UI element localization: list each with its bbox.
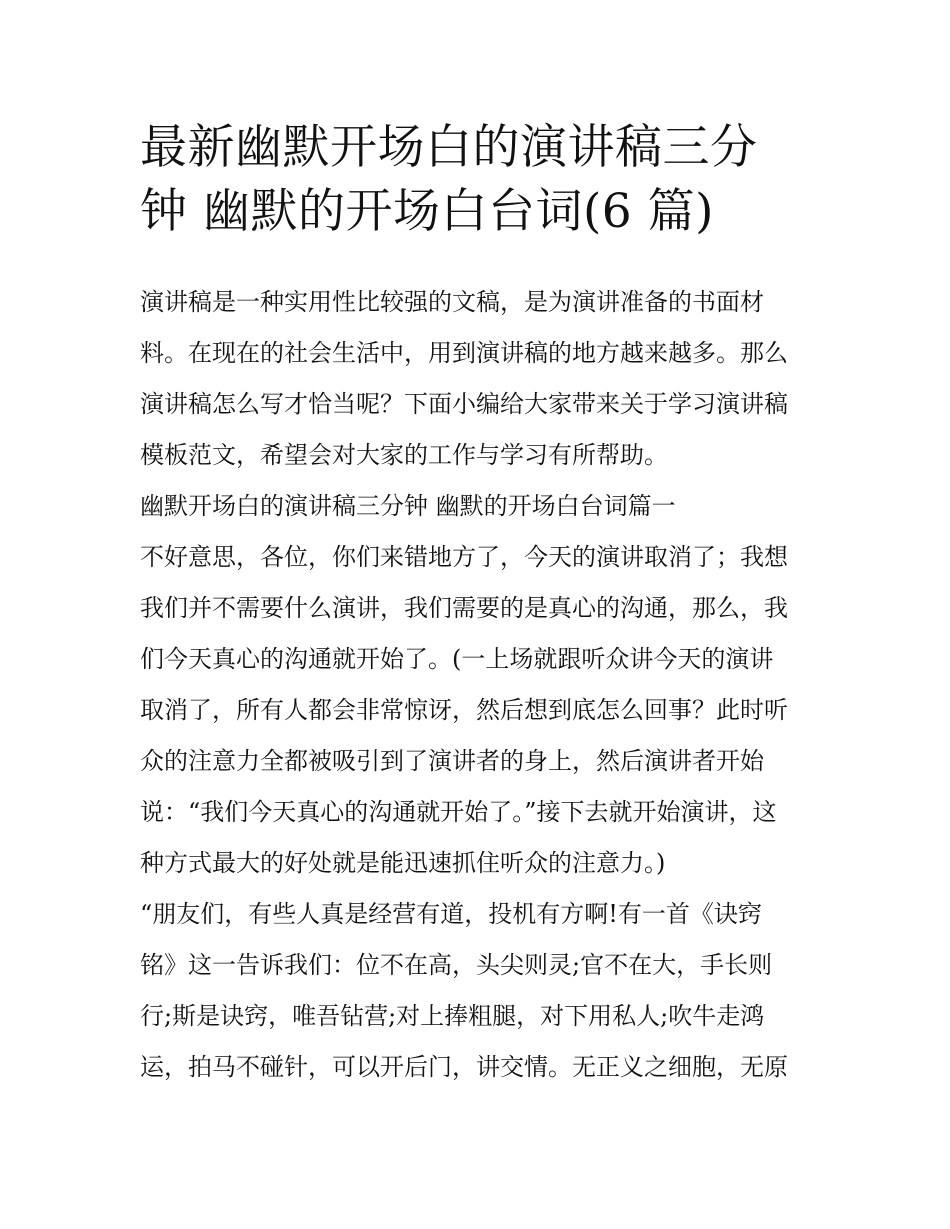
quote-line: 行;斯是诀窍，唯吾钻营;对上捧粗腿，对下用私人;吹牛走鸿	[140, 1002, 765, 1030]
paragraph-line: 取消了，所有人都会非常惊讶，然后想到底怎么回事？此时听	[140, 696, 788, 724]
document-title	[140, 116, 820, 244]
intro-line: 演讲稿是一种实用性比较强的文稿，是为演讲准备的书面材	[140, 288, 764, 316]
intro-line: 模板范文，希望会对大家的工作与学习有所帮助。	[140, 441, 668, 469]
intro-line: 演讲稿怎么写才恰当呢？下面小编给大家带来关于学习演讲稿	[140, 390, 788, 418]
document-body	[140, 280, 820, 1096]
paragraph-line: 众的注意力全都被吸引到了演讲者的身上，然后演讲者开始	[140, 747, 764, 775]
quote-line: 铭》这一告诉我们：位不在高，头尖则灵;官不在大，手长则	[140, 951, 773, 979]
paragraph-line: 不好意思，各位，你们来错地方了，今天的演讲取消了；我想	[140, 543, 788, 571]
paragraph-line: 说：“我们今天真心的沟通就开始了。”接下去就开始演讲，这	[140, 798, 777, 826]
intro-line: 料。在现在的社会生活中，用到演讲稿的地方越来越多。那么	[140, 339, 788, 367]
paragraph-line: 们今天真心的沟通就开始了。(一上场就跟听众讲今天的演讲	[140, 645, 774, 673]
section-heading: 幽默开场白的演讲稿三分钟 幽默的开场白台词篇一	[140, 492, 676, 520]
paragraph-line: 我们并不需要什么演讲，我们需要的是真心的沟通，那么，我	[140, 594, 788, 622]
title-line: 最新幽默开场白的演讲稿三分	[140, 120, 758, 175]
title-line: 钟 幽默的开场白台词(6 篇)	[140, 184, 714, 239]
quote-line: “朋友们，有些人真是经营有道，投机有方啊!有一首《诀窍	[140, 900, 762, 928]
quote-line: 运，拍马不碰针，可以开后门，讲交情。无正义之细胞，无原	[140, 1053, 788, 1081]
paragraph-line: 种方式最大的好处就是能迅速抓住听众的注意力。)	[140, 849, 666, 877]
